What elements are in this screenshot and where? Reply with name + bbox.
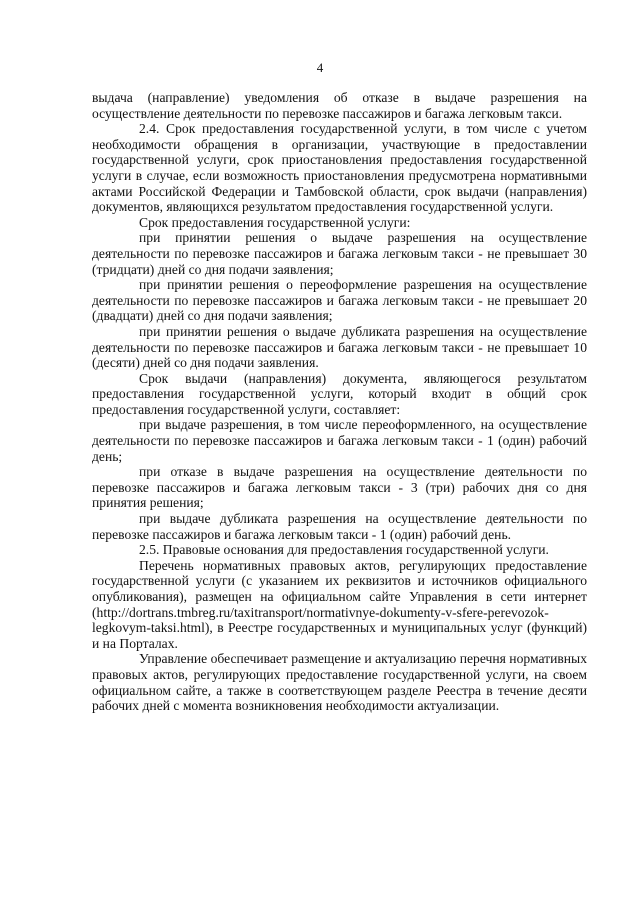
paragraph-term-issue: при принятии решения о выдаче разрешения на осуществление деятельности по перевозке пассажиров и багажа легковым такси - не превышает 30 (тридцати) дней со дня подачи заявления; xyxy=(92,230,587,277)
paragraph-result-term: Срок выдачи (направления) документа, являющегося результатом предоставления государственной услуги, который входит в общий срок предоставления государственной услуги, составляет: xyxy=(92,370,587,417)
paragraph-term-duplicate: при принятии решения о выдаче дубликата разрешения на осуществление деятельности по перевозке пассажиров и багажа легковым такси - не превышает 10 (десяти) дней со дня подачи заявления. xyxy=(92,323,587,371)
paragraph-legal-acts-list: Перечень нормативных правовых актов, регулирующих предоставление государственной услуги (с указанием их реквизитов и источников официального опубликования), размещен на официальном сайте Управления в сети интернет (http://dortrans.tmbreg.ru/taxitransport/normativnye-dokumenty-v-sfere-perevozok-legkovym-taksi.html), в Реестре государственных и муниципальных услуг (функций) и на Порталах. xyxy=(92,557,587,651)
paragraph-section-2-5: 2.5. Правовые основания для предоставления государственной услуги. xyxy=(139,542,549,558)
paragraph-result-duplicate: при выдаче дубликата разрешения на осуществление деятельности по перевозке пассажиров и багажа легковым такси - 1 (один) рабочий день. xyxy=(92,511,587,542)
document-body xyxy=(92,90,587,714)
paragraph-result-refusal: при отказе в выдаче разрешения на осуществление деятельности по перевозке пассажиров и багажа легковым такси - 3 (три) рабочих дня со дня принятия решения; xyxy=(92,464,587,511)
paragraph-result-issue: при выдаче разрешения, в том числе переоформленного, на осуществление деятельности по перевозке пассажиров и багажа легковым такси - 1 (один) рабочий день; xyxy=(92,417,587,464)
page-number: 4 xyxy=(316,60,324,75)
paragraph-term-reissue: при принятии решения о переоформление разрешения на осуществление деятельности по перевозке пассажиров и багажа легковым такси - не превышает 20 (двадцати) дней со дня подачи заявления; xyxy=(92,277,587,324)
paragraph-section-2-4: 2.4. Срок предоставления государственной услуги, в том числе с учетом необходимости обращения в организации, участвующие в предоставлении государственной услуги, срок приостановления предоставления государственной услуги в случае, если возможность приостановления предусмотрена нормативными актами Российской Федерации и Тамбовской области, срок выдачи (направления) документов, являющихся результатом предоставления государственной услуги. xyxy=(92,121,587,215)
paragraph-service-term: Срок предоставления государственной услуги: xyxy=(139,214,411,230)
paragraph-notice-refusal: выдача (направление) уведомления об отказе в выдаче разрешения на осуществление деятельности по перевозке пассажиров и багажа легковым такси. xyxy=(92,90,587,121)
paragraph-actualization: Управление обеспечивает размещение и актуализацию перечня нормативных правовых актов, регулирующих предоставление государственной услуги, на своем официальном сайте, а также в соответствующем разделе Реестра в течение десяти рабочих дней с момента возникновения необходимости актуализации. xyxy=(92,651,587,714)
